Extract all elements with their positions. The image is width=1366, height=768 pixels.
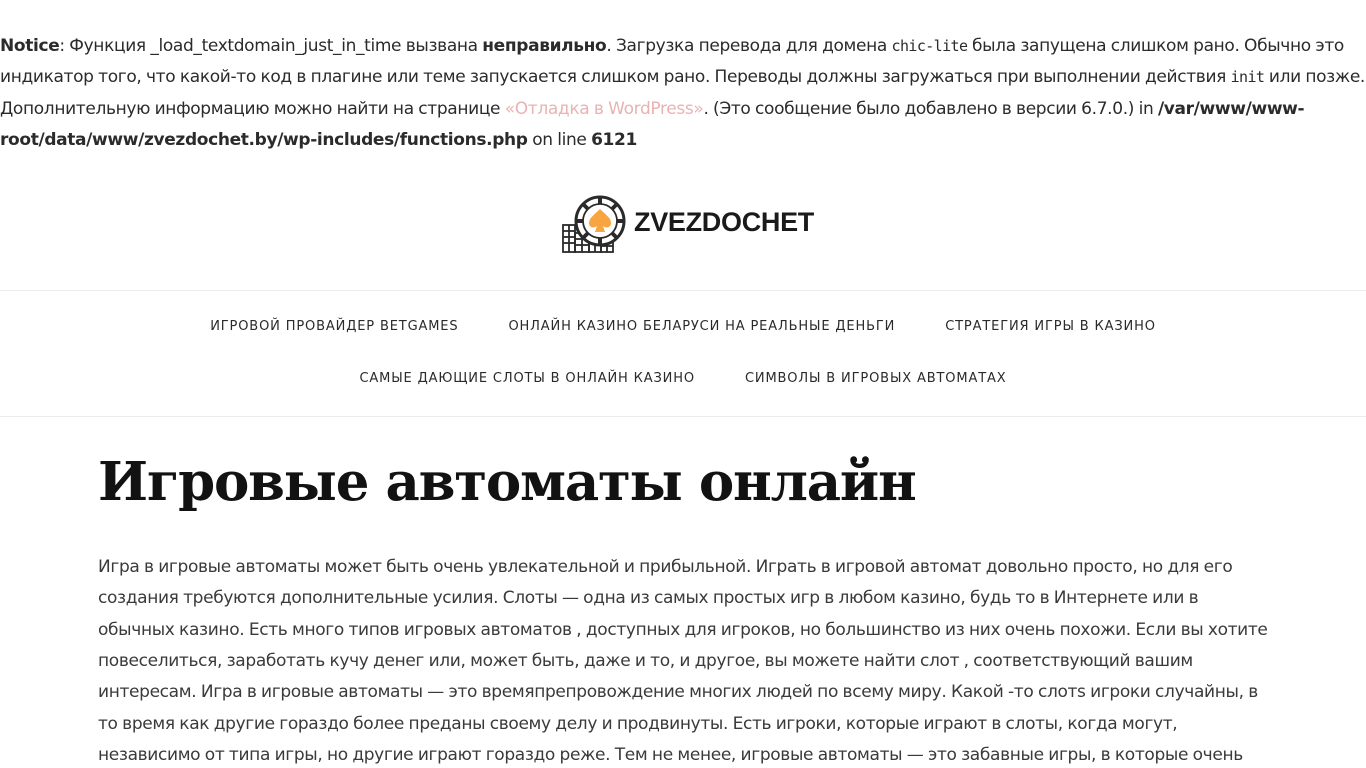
nav-item-slot-symbols[interactable]: СИМВОЛЫ В ИГРОВЫХ АВТОМАТАХ: [744, 371, 1007, 387]
notice-text-2: . Загрузка перевода для домена: [606, 36, 892, 56]
site-logo[interactable]: [561, 190, 814, 256]
notice-code-init: init: [1230, 68, 1265, 87]
page-title: Игровые автоматы онлайн: [98, 451, 916, 514]
site-header: [0, 156, 1366, 291]
notice-text-3: была запущена слишком рано. Обычно это индикатор того, что какой-то код в плагине или теме запускается слишком рано. Переводы должны загружаться при выполнении действия: [0, 36, 1344, 88]
notice-bold-incorrect: неправильно: [482, 36, 607, 56]
site-title[interactable]: ZVEZDOCHET: [634, 206, 815, 237]
nav-item-top-paying-slots[interactable]: САМЫЕ ДАЮЩИЕ СЛОТЫ В ОНЛАЙН КАЗИНО: [359, 371, 695, 387]
nav-item-online-casino-belarus[interactable]: ОНЛАЙН КАЗИНО БЕЛАРУСИ НА РЕАЛЬНЫЕ ДЕНЬГИ: [508, 319, 896, 335]
notice-text-6: on line: [527, 129, 592, 150]
casino-chip-spade-icon: [561, 188, 627, 258]
php-notice: [0, 0, 1366, 156]
nav-row-2: [0, 369, 1366, 389]
notice-line-number: 6121: [591, 129, 637, 150]
main-content: [0, 450, 1366, 768]
notice-label: Notice: [0, 36, 60, 56]
notice-debug-link[interactable]: «Отладка в WordPress»: [504, 98, 704, 119]
notice-text-4: или позже. Дополнительную информацию можно найти на странице: [0, 67, 1365, 119]
article-paragraph: Игра в игровые автоматы может быть очень увлекательной и прибыльной. Играть в игровой автомат довольно просто, но для его создания требуются дополнительные усилия. Слоты — одна из самых простых игр в любом казино, будь то в Интернете или в обычных казино. Есть много типов игровых автоматов , доступных для игроков, но большинство из них очень похожи. Если вы хотите повеселиться, заработать кучу денег или, может быть, даже и то, и другое, вы можете найти слот , соответствующий вашим интересам. Игра в игровые автоматы — это времяпрепровождение многих людей по всему миру. Какой -то слотs игроки случайны, в то время как другие гораздо более преданы своему делу и продвинуты. Есть игроки, которые играют в слоты, когда могут, независимо от типа игры, но другие играют гораздо реже. Тем не менее, игровые автоматы — это забавные игры, в которые очень: [98, 557, 1268, 765]
nav-item-betgames[interactable]: ИГРОВОЙ ПРОВАЙДЕР BETGAMES: [210, 319, 459, 335]
notice-file-path: /var/www/www-root/data/www/zvezdochet.by/wp-includes/functions.php: [0, 98, 1305, 150]
main-navigation: [0, 291, 1366, 417]
nav-row-1: [0, 317, 1366, 337]
notice-text-5: . (Это сообщение было добавлено в версии 6.7.0.) in: [703, 98, 1158, 119]
nav-item-casino-strategy[interactable]: СТРАТЕГИЯ ИГРЫ В КАЗИНО: [945, 319, 1156, 335]
notice-text-1: : Функция _load_textdomain_just_in_time вызвана: [59, 36, 483, 56]
notice-code-domain: chic-lite: [891, 37, 968, 55]
